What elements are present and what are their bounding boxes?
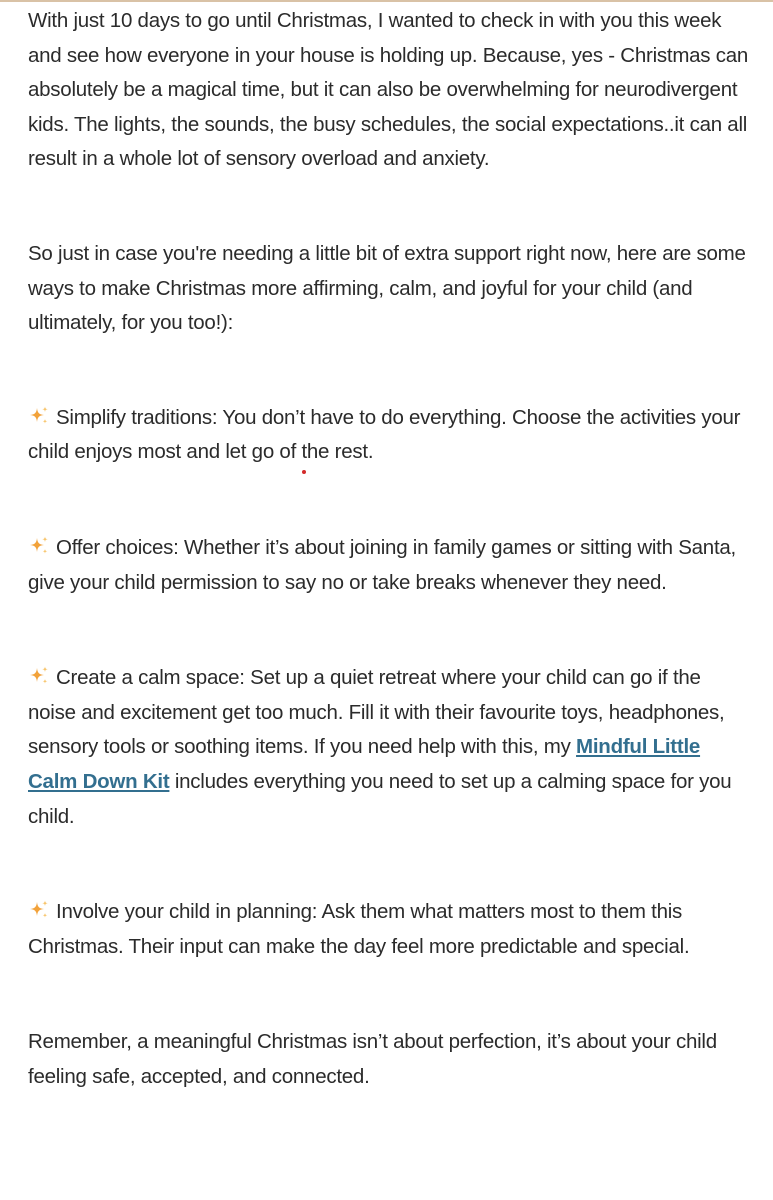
top-divider	[0, 0, 773, 2]
email-body	[28, 4, 750, 1094]
spacer	[28, 341, 750, 401]
tip-item	[28, 531, 750, 600]
lead-in-paragraph: So just in case you're needing a little bit of extra support right now, here are some ways to make Christmas more affirming, calm, and joyful for your child (and ultimately, for you too!):	[28, 241, 746, 335]
calm-down-kit-link[interactable]: Mindful Little Calm Down Kit	[28, 735, 701, 793]
spacer	[28, 177, 750, 237]
sparkles-icon	[28, 535, 50, 557]
tip-item	[28, 661, 750, 834]
tip-item	[28, 401, 750, 470]
tip-text: Offer choices: Whether it’s about joining in family games or sitting with Santa, give your child permission to say no or take breaks whenever they need.	[28, 535, 736, 594]
intro-paragraph: With just 10 days to go until Christmas, I wanted to check in with you this week and see how everyone in your house is holding up. Because, yes - Christmas can absolutely be a magical time, but it can also be overwhelming for neurodivergent kids. The lights, the sounds, the busy schedules, the social expectations..it can all result in a whole lot of sensory overload and anxiety.	[28, 9, 749, 171]
spacer	[28, 600, 750, 661]
tip-item	[28, 895, 750, 964]
tip-text: includes everything you need to set up a calming space for you child.	[28, 769, 732, 828]
tip-text: Involve your child in planning: Ask them what matters most to them this Christmas. Their input can make the day feel more predictable and special.	[28, 900, 690, 958]
tip-text: Simplify traditions: You don’t have to do everything. Choose the activities your child enjoys most and let go of the rest.	[28, 405, 741, 464]
sparkles-icon	[28, 665, 50, 687]
sparkles-icon	[28, 405, 50, 427]
cursor-marker-dot	[302, 470, 306, 474]
spacer	[28, 470, 750, 531]
spacer	[28, 964, 750, 1025]
closing-paragraph: Remember, a meaningful Christmas isn’t about perfection, it’s about your child feeling safe, accepted, and connected.	[28, 1030, 717, 1088]
spacer	[28, 834, 750, 895]
tip-text: Create a calm space: Set up a quiet retreat where your child can go if the noise and excitement get too much. Fill it with their favourite toys, headphones, sensory tools or soothing items. If you need help with this, my	[28, 666, 725, 759]
sparkles-icon	[28, 899, 50, 921]
